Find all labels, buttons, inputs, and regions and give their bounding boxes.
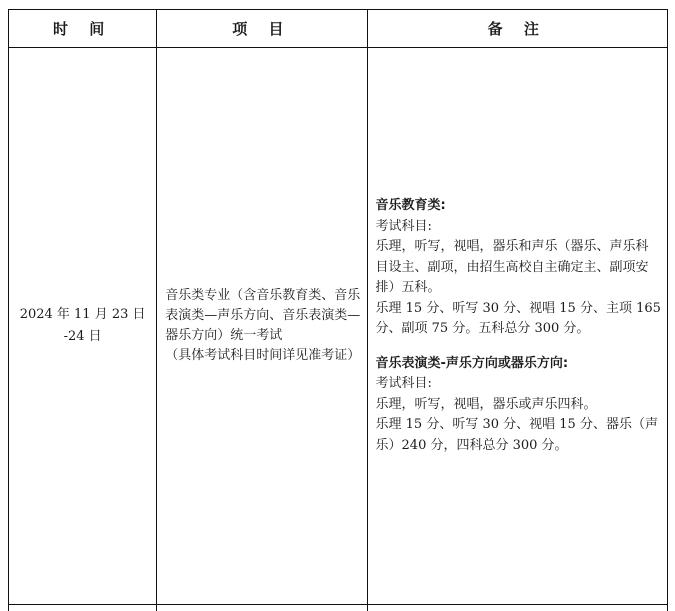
time-line-2: -24 日: [9, 326, 156, 348]
header-row: [9, 10, 668, 48]
time-cell: [9, 48, 157, 605]
performance-section: [376, 354, 661, 457]
next-row-cell-note: [367, 605, 667, 611]
exam-schedule-table: [8, 9, 668, 611]
table-row: [9, 48, 668, 605]
header-item: 项 目: [157, 10, 367, 48]
item-note-text: （具体考试科目时间详见准考证）: [165, 346, 360, 366]
education-subjects: 乐理，听写，视唱，器乐和声乐（器乐、声乐科目设主、副项，由招生高校自主确定主、副项安排）五科。: [376, 237, 661, 299]
performance-subjects-label: 考试科目:: [376, 374, 661, 395]
performance-scores: 乐理 15 分、听写 30 分、视唱 15 分、器乐（声乐）240 分，四科总分 300 分。: [376, 415, 661, 456]
next-row-top: [9, 605, 668, 611]
education-title: 音乐教育类:: [376, 196, 661, 217]
next-row-cell-time: [9, 605, 157, 611]
performance-title: 音乐表演类-声乐方向或器乐方向:: [376, 354, 661, 375]
performance-subjects: 乐理，听写，视唱，器乐或声乐四科。: [376, 395, 661, 416]
education-section: [376, 196, 661, 340]
next-row-cell-item: [157, 605, 367, 611]
item-cell: [157, 48, 367, 605]
note-cell: [367, 48, 667, 605]
education-subjects-label: 考试科目:: [376, 217, 661, 238]
section-gap: [376, 340, 661, 354]
header-note: 备 注: [367, 10, 667, 48]
time-line-1: 2024 年 11 月 23 日: [9, 304, 156, 326]
header-time: 时 间: [9, 10, 157, 48]
education-scores: 乐理 15 分、听写 30 分、视唱 15 分、主项 165 分、副项 75 分。五科总分 300 分。: [376, 299, 661, 340]
item-main-text: 音乐类专业（含音乐教育类、音乐表演类—声乐方向、音乐表演类—器乐方向）统一考试: [165, 286, 360, 346]
